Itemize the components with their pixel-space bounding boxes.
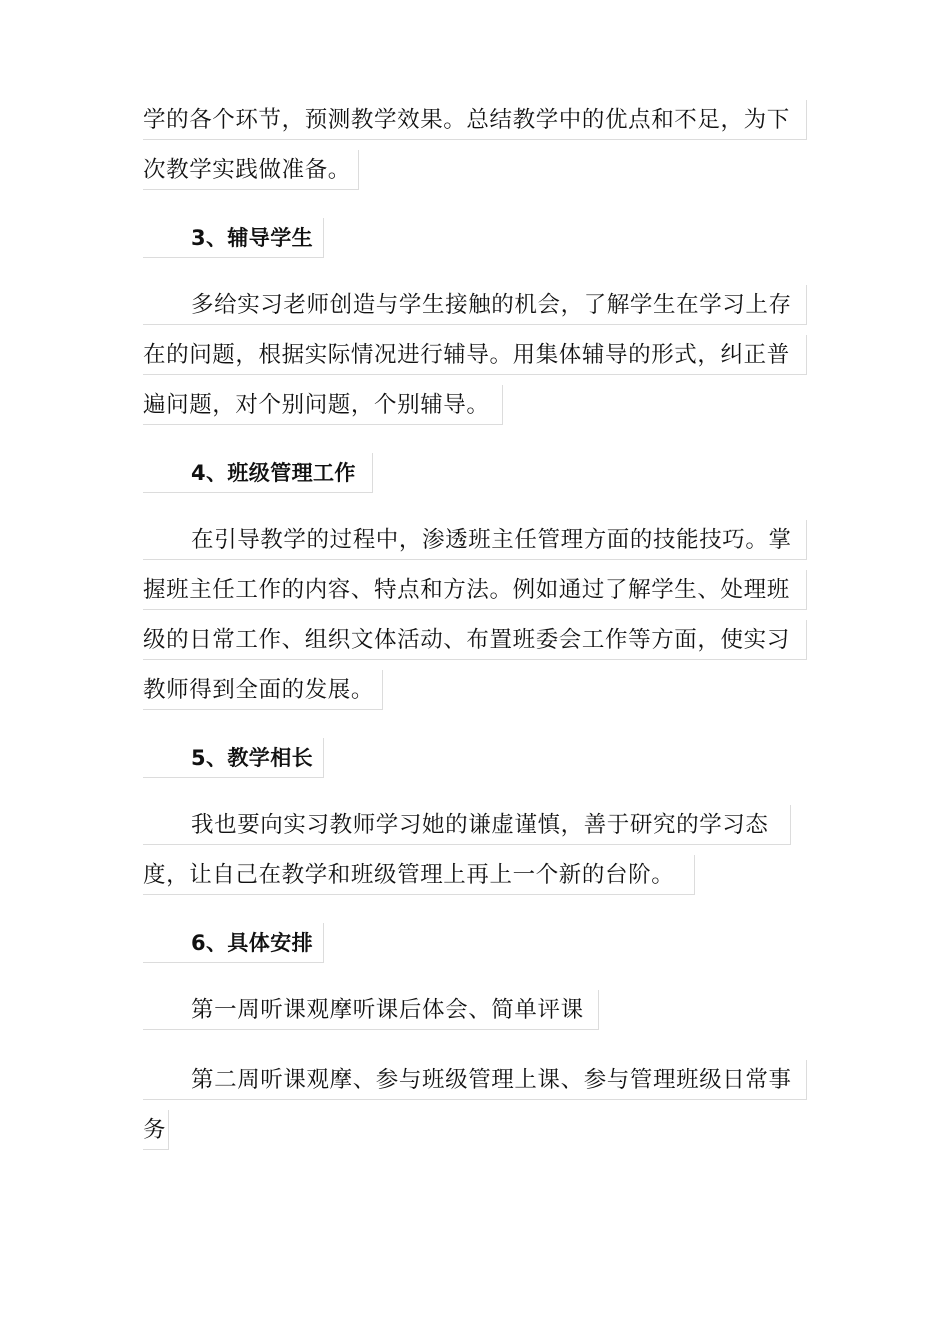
paragraph-line: 遍问题，对个别问题，个别辅导。 <box>143 385 503 425</box>
section-heading-4: 4、班级管理工作 <box>143 453 373 493</box>
paragraph-line: 级的日常工作、组织文体活动、布置班委会工作等方面，使实习 <box>143 620 807 660</box>
schedule-item: 务 <box>143 1110 169 1150</box>
paragraph-line: 次教学实践做准备。 <box>143 150 359 190</box>
paragraph-line: 教师得到全面的发展。 <box>143 670 383 710</box>
section-heading-3: 3、辅导学生 <box>143 218 324 258</box>
schedule-item: 第一周听课观摩听课后体会、简单评课 <box>143 990 599 1030</box>
paragraph-line: 度，让自己在教学和班级管理上再上一个新的台阶。 <box>143 855 695 895</box>
paragraph-line: 握班主任工作的内容、特点和方法。例如通过了解学生、处理班 <box>143 570 807 610</box>
section-heading-6: 6、具体安排 <box>143 923 324 963</box>
paragraph-line: 在的问题，根据实际情况进行辅导。用集体辅导的形式，纠正普 <box>143 335 807 375</box>
paragraph-line: 学的各个环节，预测教学效果。总结教学中的优点和不足，为下 <box>143 100 807 140</box>
section-heading-5: 5、教学相长 <box>143 738 324 778</box>
paragraph-line: 多给实习老师创造与学生接触的机会，了解学生在学习上存 <box>143 285 807 325</box>
paragraph-line: 我也要向实习教师学习她的谦虚谨慎，善于研究的学习态 <box>143 805 791 845</box>
schedule-item: 第二周听课观摩、参与班级管理上课、参与管理班级日常事 <box>143 1060 807 1100</box>
paragraph-line: 在引导教学的过程中，渗透班主任管理方面的技能技巧。掌 <box>143 520 807 560</box>
